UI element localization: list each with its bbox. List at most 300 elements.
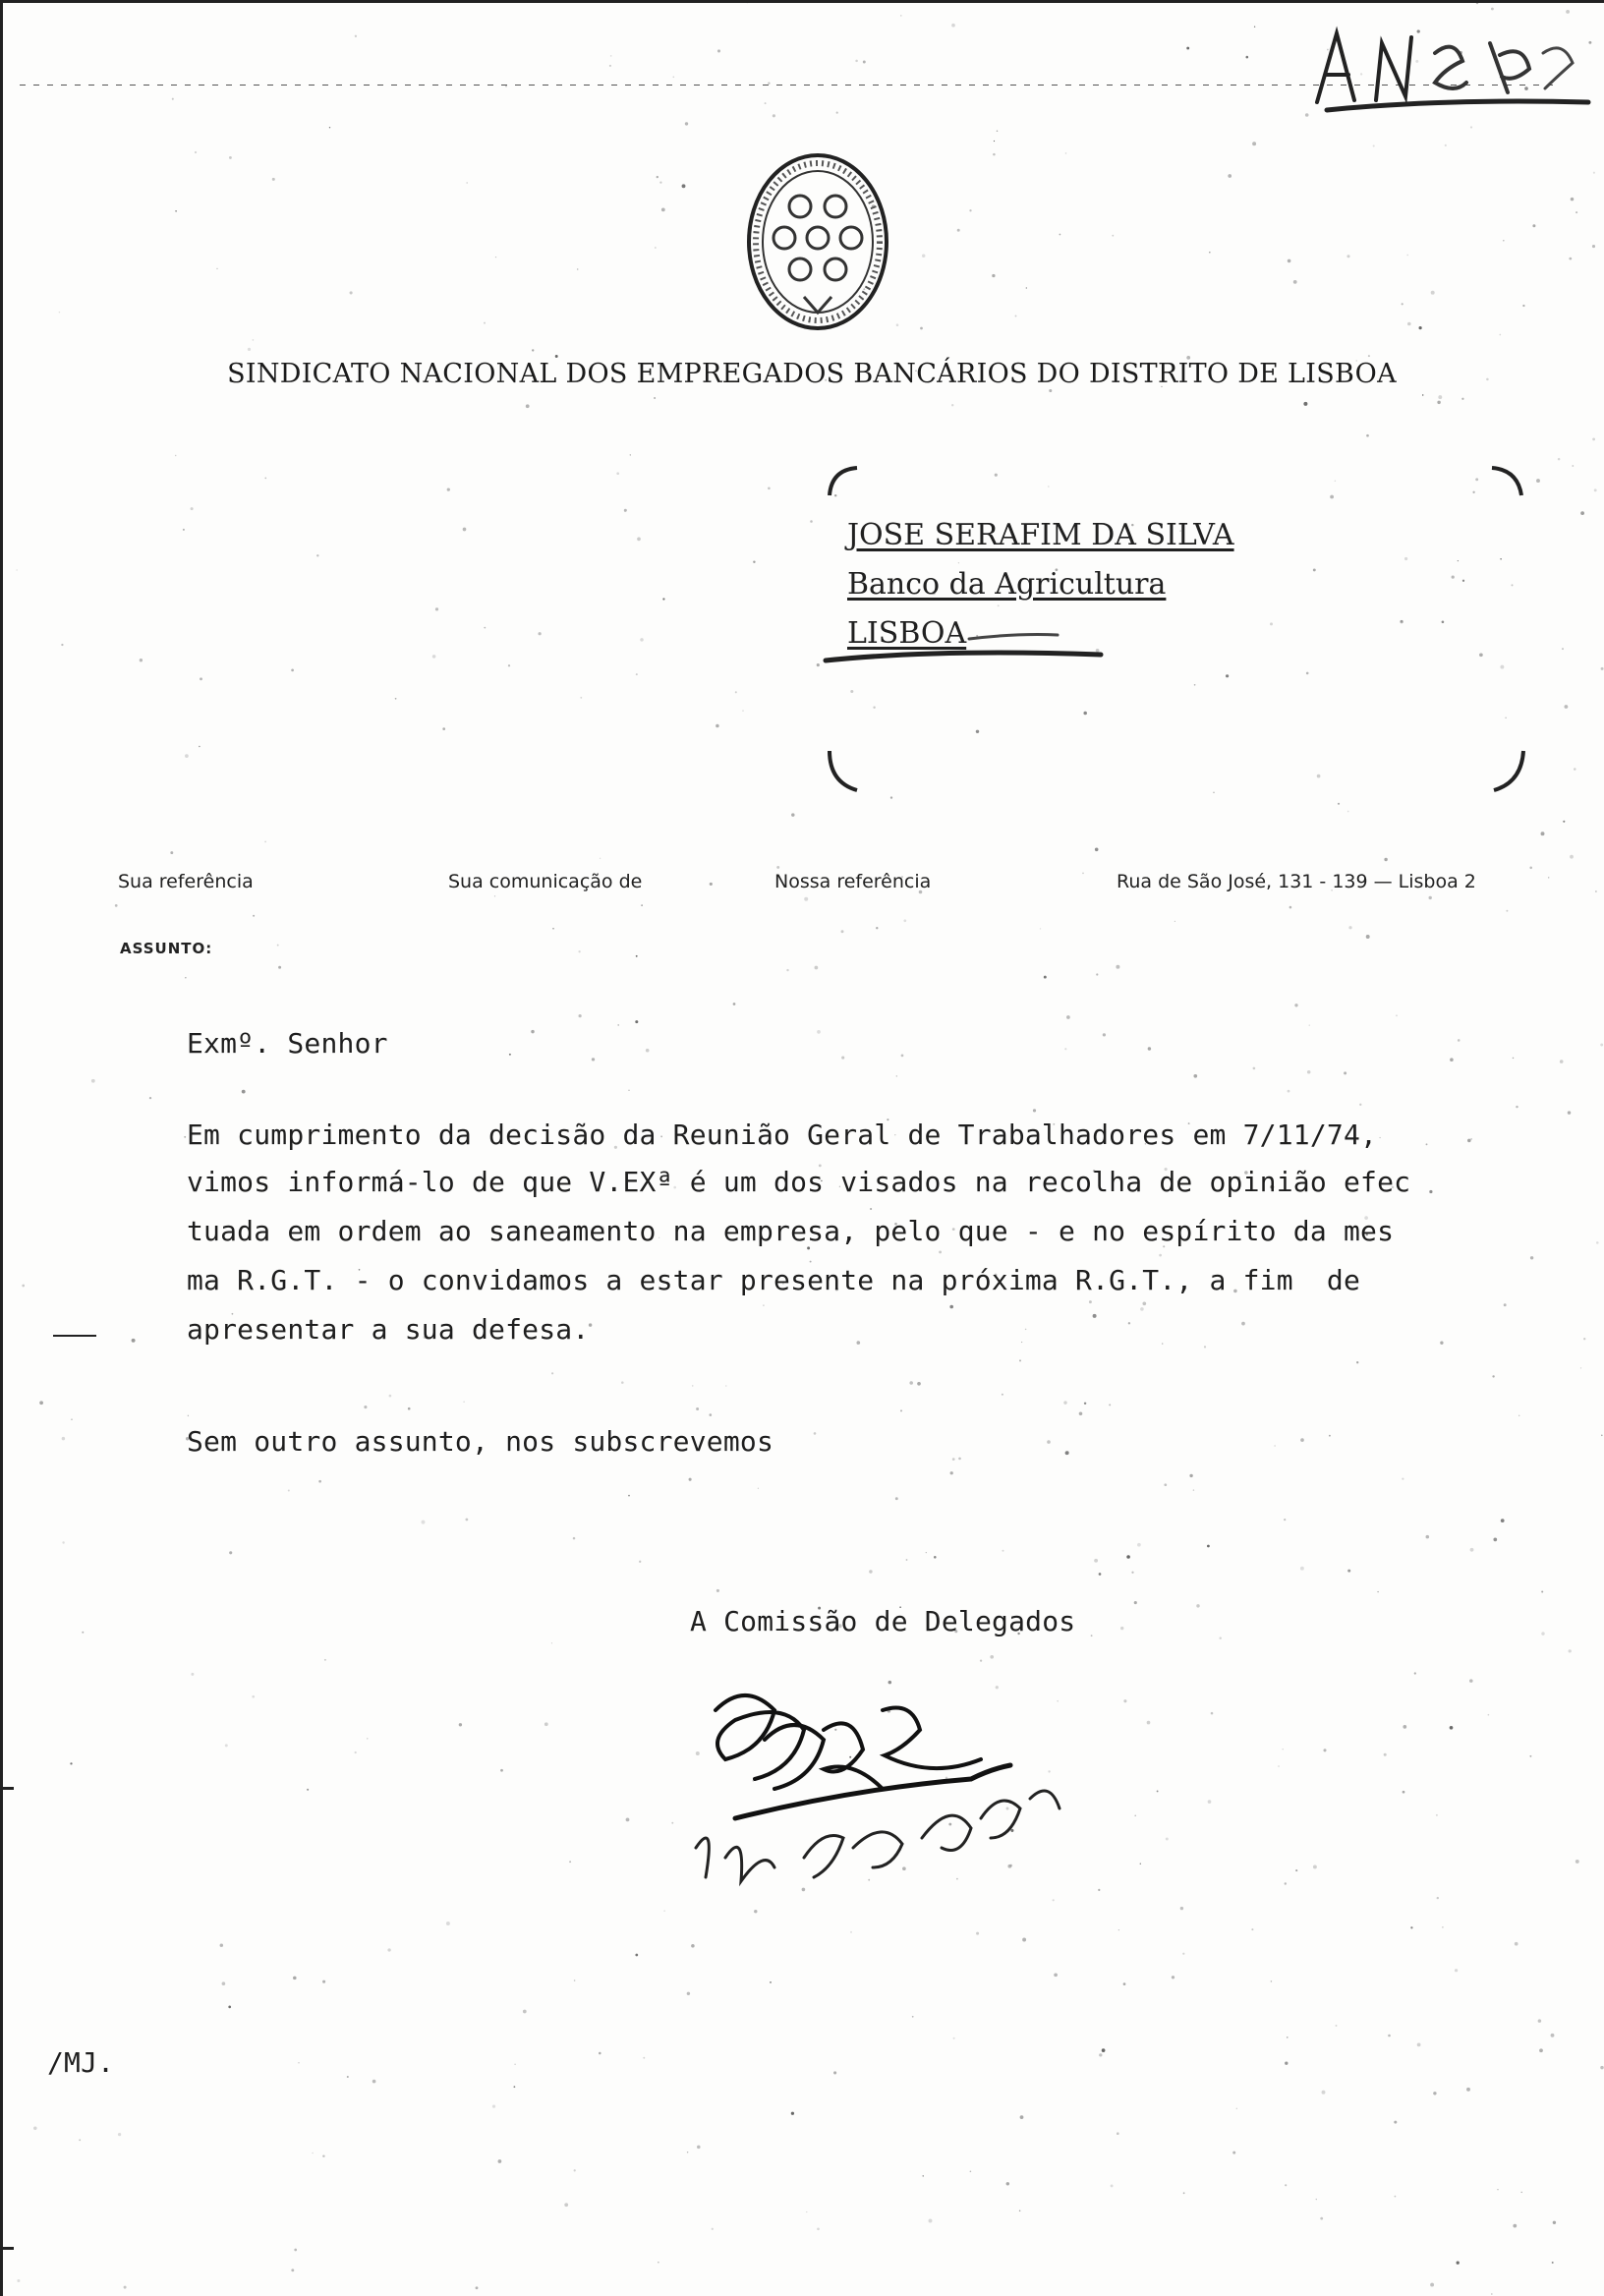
noise-dot bbox=[929, 2219, 933, 2223]
noise-dot bbox=[1497, 2189, 1498, 2190]
noise-dot bbox=[1283, 1749, 1284, 1750]
noise-dot bbox=[91, 1079, 95, 1083]
noise-dot bbox=[1541, 1590, 1543, 1592]
noise-dot bbox=[920, 327, 923, 330]
noise-dot bbox=[753, 561, 755, 563]
noise-dot bbox=[312, 2152, 314, 2154]
noise-dot bbox=[1209, 252, 1211, 254]
noise-dot bbox=[316, 554, 318, 556]
noise-dot bbox=[992, 274, 995, 277]
noise-dot bbox=[1417, 2043, 1421, 2047]
noise-dot bbox=[432, 655, 436, 659]
noise-dot bbox=[1426, 1535, 1430, 1539]
noise-dot bbox=[1536, 479, 1540, 483]
noise-dot bbox=[716, 1589, 719, 1592]
noise-dot bbox=[1162, 1343, 1163, 1344]
noise-dot bbox=[484, 322, 486, 324]
noise-dot bbox=[347, 2076, 349, 2078]
noise-dot bbox=[551, 1642, 552, 1643]
noise-dot bbox=[1513, 1058, 1515, 1060]
noise-dot bbox=[1285, 2062, 1288, 2065]
noise-dot bbox=[1470, 126, 1472, 128]
noise-dot bbox=[1019, 2210, 1021, 2212]
noise-dot bbox=[691, 1944, 695, 1948]
noise-dot bbox=[926, 1552, 927, 1553]
noise-dot bbox=[817, 2227, 820, 2230]
noise-dot bbox=[39, 1401, 43, 1405]
noise-dot bbox=[115, 904, 118, 907]
noise-dot bbox=[1174, 921, 1175, 922]
noise-dot bbox=[636, 673, 638, 675]
noise-dot bbox=[850, 690, 853, 693]
noise-dot bbox=[1384, 1753, 1387, 1756]
noise-dot bbox=[1128, 1322, 1130, 1324]
noise-dot bbox=[1309, 1024, 1310, 1025]
noise-dot bbox=[1019, 1359, 1021, 1361]
noise-dot bbox=[1040, 928, 1041, 929]
noise-dot bbox=[175, 210, 177, 212]
noise-dot bbox=[1285, 2184, 1287, 2186]
noise-dot bbox=[1346, 255, 1349, 258]
noise-dot bbox=[484, 627, 486, 629]
noise-dot bbox=[1475, 478, 1478, 481]
noise-dot bbox=[514, 2064, 516, 2066]
noise-dot bbox=[817, 663, 820, 666]
noise-dot bbox=[118, 2133, 121, 2136]
noise-dot bbox=[1064, 1048, 1066, 1050]
noise-dot bbox=[580, 697, 582, 699]
noise-dot bbox=[1147, 1721, 1151, 1725]
noise-dot bbox=[1253, 1067, 1256, 1070]
noise-dot bbox=[1529, 1755, 1531, 1757]
noise-dot bbox=[791, 2112, 794, 2115]
noise-dot bbox=[1140, 1307, 1144, 1311]
noise-dot bbox=[1467, 1139, 1471, 1143]
noise-dot bbox=[291, 2268, 294, 2271]
noise-dot bbox=[1384, 858, 1387, 861]
noise-dot bbox=[804, 897, 808, 901]
noise-dot bbox=[1541, 1632, 1544, 1635]
noise-dot bbox=[687, 1992, 690, 1995]
noise-dot bbox=[1518, 1415, 1519, 1416]
noise-dot bbox=[1211, 1712, 1214, 1715]
noise-dot bbox=[1047, 1440, 1051, 1444]
noise-dot bbox=[577, 268, 578, 269]
noise-dot bbox=[1103, 1033, 1106, 1036]
noise-dot bbox=[682, 184, 686, 188]
noise-dot bbox=[170, 851, 173, 854]
noise-dot bbox=[1442, 621, 1445, 624]
noise-dot bbox=[293, 1977, 297, 1980]
noise-dot bbox=[1553, 2221, 1556, 2224]
noise-dot bbox=[1089, 1300, 1092, 1303]
noise-dot bbox=[579, 1014, 582, 1017]
noise-dot bbox=[552, 928, 554, 930]
noise-dot bbox=[1219, 1636, 1221, 1638]
margin-mark bbox=[0, 2247, 14, 2250]
noise-dot bbox=[59, 312, 61, 314]
noise-dot bbox=[1157, 1790, 1159, 1792]
noise-dot bbox=[1470, 1138, 1472, 1140]
noise-dot bbox=[609, 65, 611, 67]
noise-dot bbox=[1520, 2192, 1521, 2193]
noise-dot bbox=[1515, 1942, 1518, 1946]
noise-dot bbox=[1414, 1672, 1416, 1674]
noise-dot bbox=[1020, 2115, 1024, 2119]
noise-dot bbox=[617, 1024, 619, 1026]
noise-dot bbox=[976, 730, 979, 733]
noise-dot bbox=[646, 1049, 650, 1053]
noise-dot bbox=[1116, 965, 1119, 969]
noise-dot bbox=[869, 1570, 872, 1573]
noise-dot bbox=[1079, 1412, 1083, 1416]
noise-dot bbox=[1458, 560, 1459, 561]
noise-dot bbox=[600, 858, 601, 859]
noise-dot bbox=[1120, 1627, 1123, 1630]
noise-dot bbox=[1246, 56, 1249, 59]
noise-dot bbox=[367, 1738, 368, 1739]
noise-dot bbox=[1323, 1749, 1326, 1751]
noise-dot bbox=[1274, 1445, 1275, 1446]
noise-dot bbox=[1479, 653, 1483, 657]
noise-dot bbox=[1572, 465, 1574, 467]
sender-address: Rua de São José, 131 - 139 — Lisboa 2 bbox=[1117, 871, 1476, 892]
noise-dot bbox=[574, 2169, 576, 2171]
noise-dot bbox=[903, 919, 906, 922]
recipient-company: Banco da Agricultura bbox=[847, 567, 1167, 602]
noise-dot bbox=[307, 1789, 309, 1791]
noise-dot bbox=[1593, 172, 1595, 174]
noise-dot bbox=[1207, 1545, 1210, 1548]
noise-dot bbox=[1442, 1926, 1444, 1928]
noise-dot bbox=[539, 632, 542, 635]
noise-dot bbox=[1359, 1104, 1361, 1106]
noise-dot bbox=[1111, 2184, 1114, 2187]
noise-dot bbox=[288, 1489, 290, 1491]
noise-dot bbox=[993, 153, 996, 156]
noise-dot bbox=[389, 1395, 392, 1398]
noise-dot bbox=[1429, 1190, 1432, 1193]
noise-dot bbox=[906, 1559, 908, 1561]
noise-dot bbox=[763, 1304, 765, 1306]
noise-dot bbox=[912, 2016, 914, 2018]
noise-dot bbox=[1112, 235, 1114, 237]
noise-dot bbox=[1522, 305, 1524, 307]
noise-dot bbox=[551, 1372, 553, 1374]
noise-dot bbox=[1232, 2152, 1235, 2154]
noise-dot bbox=[1506, 910, 1508, 912]
noise-dot bbox=[1492, 1375, 1494, 1377]
noise-dot bbox=[1402, 303, 1404, 305]
noise-dot bbox=[768, 488, 771, 490]
paragraph-line: tuada em ordem ao saneamento na empresa, pelo que - e no espírito da mes bbox=[187, 1215, 1395, 1247]
noise-dot bbox=[873, 707, 875, 709]
noise-dot bbox=[1022, 1938, 1026, 1942]
noise-dot bbox=[324, 1659, 326, 1661]
noise-dot bbox=[1368, 355, 1370, 357]
noise-dot bbox=[773, 114, 775, 117]
noise-dot bbox=[1512, 584, 1514, 586]
noise-dot bbox=[637, 538, 641, 542]
noise-dot bbox=[1548, 877, 1549, 878]
left-border bbox=[0, 0, 3, 2296]
noise-dot bbox=[272, 178, 275, 181]
noise-dot bbox=[132, 1339, 136, 1343]
noise-dot bbox=[355, 1751, 357, 1753]
noise-dot bbox=[641, 904, 643, 906]
noise-dot bbox=[876, 927, 878, 929]
noise-dot bbox=[1404, 557, 1407, 560]
noise-dot bbox=[291, 669, 294, 672]
noise-dot bbox=[1293, 280, 1297, 284]
address-bracket-top-right bbox=[1488, 462, 1531, 505]
noise-dot bbox=[1099, 2053, 1102, 2056]
noise-dot bbox=[1437, 1897, 1439, 1899]
noise-dot bbox=[1084, 1403, 1086, 1405]
noise-dot bbox=[833, 2071, 836, 2074]
noise-dot bbox=[1458, 1039, 1461, 1042]
noise-dot bbox=[422, 1521, 426, 1524]
noise-dot bbox=[1049, 389, 1052, 392]
noise-dot bbox=[1117, 2132, 1119, 2135]
noise-dot bbox=[1366, 434, 1369, 437]
paragraph-line: apresentar a sua defesa. bbox=[187, 1313, 590, 1346]
noise-dot bbox=[1134, 1601, 1137, 1604]
noise-dot bbox=[1172, 1976, 1174, 1979]
noise-dot bbox=[185, 977, 186, 978]
noise-dot bbox=[1006, 2182, 1009, 2185]
noise-dot bbox=[1491, 2293, 1493, 2295]
noise-dot bbox=[191, 507, 194, 510]
noise-dot bbox=[628, 1495, 630, 1497]
noise-dot bbox=[626, 1818, 630, 1822]
noise-dot bbox=[1102, 2048, 1106, 2052]
noise-dot bbox=[735, 691, 737, 693]
noise-dot bbox=[1164, 1483, 1167, 1486]
noise-dot bbox=[1560, 1060, 1564, 1063]
noise-dot bbox=[322, 1980, 325, 1983]
noise-dot bbox=[1159, 1254, 1162, 1257]
noise-dot bbox=[1406, 255, 1407, 256]
noise-dot bbox=[195, 151, 197, 153]
noise-dot bbox=[1093, 1314, 1097, 1318]
noise-dot bbox=[1394, 2121, 1397, 2124]
noise-dot bbox=[544, 1722, 548, 1726]
noise-dot bbox=[659, 181, 661, 183]
noise-dot bbox=[1306, 672, 1309, 675]
noise-dot bbox=[1450, 1726, 1454, 1730]
noise-dot bbox=[697, 2146, 701, 2150]
noise-dot bbox=[692, 1385, 694, 1387]
noise-dot bbox=[463, 528, 467, 532]
noise-dot bbox=[1379, 1137, 1380, 1138]
noise-dot bbox=[1552, 2262, 1554, 2264]
noise-dot bbox=[1583, 1338, 1585, 1340]
noise-dot bbox=[71, 1419, 72, 1420]
noise-dot bbox=[253, 339, 255, 341]
noise-dot bbox=[17, 2279, 20, 2282]
noise-dot bbox=[1601, 667, 1604, 670]
noise-dot bbox=[350, 291, 353, 294]
noise-dot bbox=[716, 724, 719, 728]
noise-dot bbox=[1580, 1367, 1581, 1368]
noise-dot bbox=[1025, 1329, 1027, 1331]
noise-dot bbox=[1236, 2108, 1237, 2109]
noise-dot bbox=[1513, 2224, 1517, 2228]
noise-dot bbox=[599, 2052, 602, 2055]
noise-dot bbox=[1194, 684, 1196, 686]
noise-dot bbox=[1388, 2035, 1391, 2038]
noise-dot bbox=[1600, 2066, 1603, 2069]
noise-dot bbox=[1126, 1555, 1130, 1559]
noise-dot bbox=[175, 455, 176, 456]
noise-dot bbox=[1500, 558, 1502, 560]
noise-dot bbox=[1440, 1342, 1443, 1345]
noise-dot bbox=[1422, 394, 1423, 395]
noise-dot bbox=[1504, 1303, 1507, 1306]
noise-dot bbox=[1096, 973, 1098, 975]
noise-dot bbox=[1300, 1567, 1304, 1571]
noise-dot bbox=[776, 866, 779, 869]
noise-dot bbox=[1410, 1926, 1412, 1928]
noise-dot bbox=[1491, 8, 1494, 11]
noise-dot bbox=[1373, 144, 1375, 146]
noise-dot bbox=[1137, 1543, 1141, 1547]
noise-dot bbox=[635, 1954, 638, 1957]
noise-dot bbox=[672, 76, 674, 78]
noise-dot bbox=[463, 1402, 464, 1403]
noise-dot bbox=[1054, 1973, 1058, 1977]
noise-dot bbox=[1193, 1074, 1197, 1078]
typist-initials: /MJ. bbox=[47, 2046, 115, 2079]
noise-dot bbox=[435, 607, 438, 610]
noise-dot bbox=[709, 1413, 712, 1416]
noise-dot bbox=[1033, 1109, 1036, 1112]
noise-dot bbox=[1493, 1538, 1497, 1542]
noise-dot bbox=[1541, 832, 1545, 835]
noise-dot bbox=[770, 1981, 772, 1983]
noise-dot bbox=[1193, 1489, 1194, 1490]
noise-dot bbox=[199, 746, 200, 747]
noise-dot bbox=[1347, 811, 1349, 813]
noise-dot bbox=[1400, 620, 1403, 623]
noise-dot bbox=[592, 1058, 595, 1061]
noise-dot bbox=[1407, 322, 1411, 326]
noise-dot bbox=[655, 247, 656, 248]
noise-dot bbox=[555, 355, 558, 358]
noise-dot bbox=[1065, 152, 1066, 153]
address-bracket-bottom-left bbox=[822, 747, 861, 796]
noise-dot bbox=[1347, 1570, 1350, 1573]
noise-dot bbox=[1551, 2034, 1555, 2038]
noise-dot bbox=[890, 796, 892, 798]
noise-dot bbox=[1118, 1929, 1119, 1930]
noise-dot bbox=[1002, 1394, 1003, 1396]
noise-dot bbox=[492, 2104, 495, 2107]
noise-dot bbox=[710, 883, 713, 886]
noise-dot bbox=[1426, 1143, 1428, 1145]
noise-dot bbox=[1466, 2088, 1470, 2092]
noise-dot bbox=[1539, 2048, 1543, 2052]
noise-dot bbox=[841, 930, 844, 933]
noise-dot bbox=[1601, 1435, 1603, 1437]
noise-dot bbox=[815, 966, 819, 970]
noise-dot bbox=[278, 966, 281, 969]
noise-dot bbox=[264, 841, 266, 843]
noise-dot bbox=[1278, 1765, 1280, 1767]
noise-dot bbox=[958, 1458, 961, 1461]
noise-dot bbox=[995, 474, 998, 477]
noise-dot bbox=[1208, 1800, 1212, 1804]
noise-dot bbox=[216, 268, 217, 269]
noise-dot bbox=[298, 2062, 299, 2063]
noise-dot bbox=[1186, 47, 1189, 50]
noise-dot bbox=[277, 945, 279, 947]
noise-dot bbox=[500, 1769, 503, 1772]
noise-dot bbox=[900, 1409, 902, 1411]
noise-dot bbox=[856, 1341, 860, 1345]
noise-dot bbox=[1335, 481, 1337, 483]
noise-dot bbox=[1403, 1725, 1406, 1729]
noise-dot bbox=[252, 1695, 255, 1698]
noise-dot bbox=[1356, 1361, 1358, 1363]
noise-dot bbox=[1438, 395, 1442, 399]
noise-dot bbox=[901, 1055, 904, 1058]
noise-dot bbox=[1500, 665, 1504, 669]
noise-dot bbox=[523, 2010, 527, 2014]
noise-dot bbox=[79, 2139, 81, 2141]
noise-dot bbox=[229, 1551, 232, 1554]
noise-dot bbox=[1048, 486, 1050, 488]
noise-dot bbox=[658, 2262, 659, 2263]
noise-dot bbox=[934, 1556, 937, 1559]
noise-dot bbox=[1596, 1241, 1599, 1244]
noise-dot bbox=[1196, 1604, 1199, 1607]
noise-dot bbox=[1285, 1882, 1287, 1884]
noise-dot bbox=[1021, 1342, 1022, 1343]
noise-dot bbox=[1094, 1559, 1098, 1563]
noise-dot bbox=[765, 102, 767, 104]
noise-dot bbox=[1320, 2217, 1323, 2220]
noise-dot bbox=[976, 1932, 979, 1935]
noise-dot bbox=[200, 677, 202, 680]
noise-dot bbox=[564, 2203, 568, 2207]
noise-dot bbox=[1558, 458, 1561, 461]
noise-dot bbox=[817, 1030, 821, 1034]
noise-dot bbox=[248, 348, 251, 351]
noise-dot bbox=[1575, 211, 1577, 213]
noise-dot bbox=[639, 1561, 641, 1563]
noise-dot bbox=[70, 1762, 72, 1764]
noise-dot bbox=[1538, 2019, 1542, 2023]
noise-dot bbox=[997, 130, 999, 132]
noise-dot bbox=[82, 1632, 84, 1634]
noise-dot bbox=[355, 35, 357, 37]
noise-dot bbox=[922, 254, 925, 257]
noise-dot bbox=[1568, 1111, 1571, 1114]
noise-dot bbox=[1182, 1953, 1184, 1955]
noise-dot bbox=[1338, 803, 1340, 805]
noise-dot bbox=[498, 2159, 502, 2163]
noise-dot bbox=[387, 1948, 390, 1951]
letterhead-title: SINDICATO NACIONAL DOS EMPREGADOS BANCÁRIOS DO DISTRITO DE LISBOA bbox=[227, 359, 1397, 389]
noise-dot bbox=[508, 664, 510, 666]
noise-dot bbox=[229, 156, 232, 159]
noise-dot bbox=[1060, 234, 1061, 236]
noise-dot bbox=[33, 2127, 37, 2131]
closing-line: Sem outro assunto, nos subscrevemos bbox=[187, 1425, 774, 1458]
noise-dot bbox=[810, 1261, 812, 1263]
